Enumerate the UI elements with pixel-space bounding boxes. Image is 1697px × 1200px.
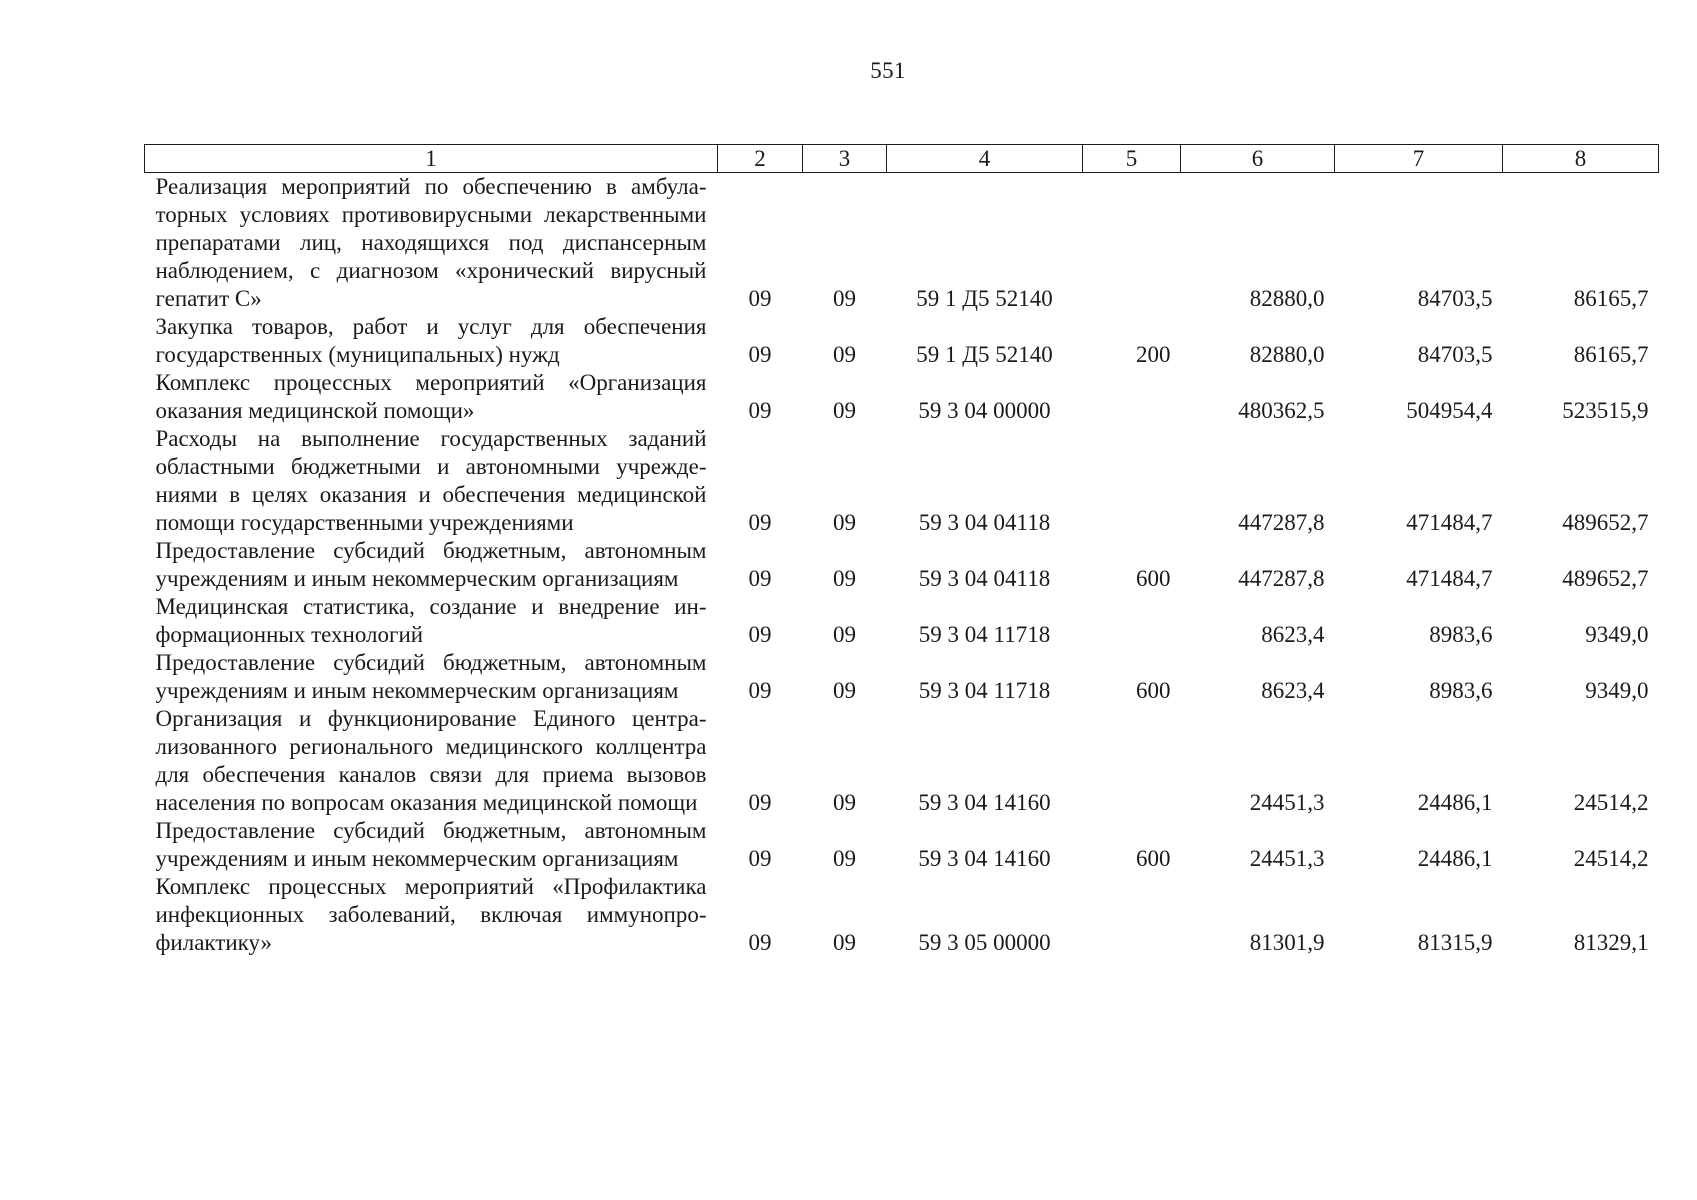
table-row <box>145 173 1659 314</box>
row-amount-3: 489652,7 <box>1562 566 1649 591</box>
row-section: 09 <box>748 566 772 591</box>
row-amount-1: 447287,8 <box>1238 510 1325 535</box>
table-row <box>145 649 1659 705</box>
header-col-8: 8 <box>1503 145 1659 173</box>
table-row <box>145 369 1659 425</box>
row-section: 09 <box>748 930 772 955</box>
row-target-item: 59 3 04 04118 <box>918 510 1051 535</box>
row-amount-3: 489652,7 <box>1562 510 1649 535</box>
header-col-4: 4 <box>887 145 1083 173</box>
row-amount-3: 86165,7 <box>1573 286 1649 311</box>
row-amount-1: 8623,4 <box>1261 622 1325 647</box>
row-section: 09 <box>748 846 772 871</box>
header-col-7: 7 <box>1335 145 1503 173</box>
row-amount-3: 523515,9 <box>1562 398 1649 423</box>
row-target-item: 59 3 04 11718 <box>918 622 1051 647</box>
row-amount-1: 8623,4 <box>1261 678 1325 703</box>
row-amount-2: 84703,5 <box>1417 286 1493 311</box>
row-name: Медицинская статистика, создание и внедрение информационных технологий <box>155 594 707 647</box>
row-amount-2: 471484,7 <box>1406 510 1493 535</box>
row-subsection: 09 <box>833 930 856 955</box>
table-row <box>145 705 1659 817</box>
row-amount-3: 24514,2 <box>1573 790 1649 815</box>
row-amount-3: 81329,1 <box>1573 930 1649 955</box>
row-subsection: 09 <box>833 846 856 871</box>
table-row <box>145 313 1659 369</box>
row-target-item: 59 1 Д5 52140 <box>916 286 1053 311</box>
row-section: 09 <box>748 678 772 703</box>
row-subsection: 09 <box>833 566 856 591</box>
header-col-5: 5 <box>1083 145 1181 173</box>
row-name: Расходы на выполнение государственных заданий областными бюджетными и автономными учреждениями в целях оказания и обеспечения медицинской помощи государственными учреждениями <box>155 426 707 535</box>
row-amount-2: 471484,7 <box>1406 566 1493 591</box>
row-amount-1: 24451,3 <box>1249 846 1325 871</box>
row-amount-1: 82880,0 <box>1249 342 1325 367</box>
row-name: Предоставление субсидий бюджетным, автономным учреждениям и иным некоммерческим организациям <box>155 650 707 703</box>
row-amount-2: 504954,4 <box>1406 398 1493 423</box>
row-amount-1: 24451,3 <box>1249 790 1325 815</box>
row-expense-type <box>1083 593 1181 649</box>
row-section: 09 <box>748 342 772 367</box>
row-section: 09 <box>748 398 772 423</box>
row-amount-2: 84703,5 <box>1417 342 1493 367</box>
row-amount-3: 9349,0 <box>1585 622 1649 647</box>
row-amount-1: 480362,5 <box>1238 398 1325 423</box>
row-target-item: 59 3 04 00000 <box>918 398 1051 423</box>
row-subsection: 09 <box>833 790 856 815</box>
row-name: Комплекс процессных мероприятий «Профилактика инфекционных заболеваний, включая иммунопрофилактику» <box>155 874 707 955</box>
table-row <box>145 593 1659 649</box>
row-expense-type <box>1083 173 1181 314</box>
row-amount-2: 8983,6 <box>1429 678 1493 703</box>
row-name: Реализация мероприятий по обеспечению в амбулаторных условиях противовирусными лекарственными препаратами лиц, находящихся под диспансерным наблюдением, с диагнозом «хронический вирусный гепатит С» <box>155 174 707 311</box>
row-expense-type: 200 <box>1136 342 1171 367</box>
row-target-item: 59 1 Д5 52140 <box>916 342 1053 367</box>
row-amount-3: 9349,0 <box>1585 678 1649 703</box>
row-target-item: 59 3 04 11718 <box>918 678 1051 703</box>
row-name: Организация и функционирование Единого централизованного регионального медицинского коллцентра для обеспечения каналов связи для приема вызовов населения по вопросам оказания медицинской помощи <box>155 706 707 815</box>
row-section: 09 <box>748 510 772 535</box>
header-col-2: 2 <box>718 145 803 173</box>
row-expense-type: 600 <box>1136 678 1171 703</box>
row-amount-1: 81301,9 <box>1249 930 1325 955</box>
header-row <box>145 145 1659 173</box>
row-target-item: 59 3 04 14160 <box>918 790 1051 815</box>
table-body <box>145 173 1659 958</box>
table-row <box>145 873 1659 957</box>
row-expense-type <box>1083 873 1181 957</box>
header-col-6: 6 <box>1181 145 1335 173</box>
row-amount-1: 82880,0 <box>1249 286 1325 311</box>
row-target-item: 59 3 04 04118 <box>918 566 1051 591</box>
row-subsection: 09 <box>833 342 856 367</box>
table-row <box>145 537 1659 593</box>
row-amount-2: 24486,1 <box>1417 846 1493 871</box>
row-amount-2: 24486,1 <box>1417 790 1493 815</box>
row-name: Предоставление субсидий бюджетным, автономным учреждениям и иным некоммерческим организациям <box>155 538 707 591</box>
row-name: Закупка товаров, работ и услуг для обеспечения государственных (муниципальных) нужд <box>155 314 707 367</box>
row-subsection: 09 <box>833 286 856 311</box>
row-target-item: 59 3 04 14160 <box>918 846 1051 871</box>
row-subsection: 09 <box>833 678 856 703</box>
row-amount-3: 86165,7 <box>1573 342 1649 367</box>
budget-table <box>144 144 1659 957</box>
row-subsection: 09 <box>833 510 856 535</box>
row-section: 09 <box>748 622 772 647</box>
row-expense-type <box>1083 425 1181 537</box>
table-row <box>145 425 1659 537</box>
row-name: Комплекс процессных мероприятий «Организация оказания медицинской помощи» <box>155 370 707 423</box>
row-amount-3: 24514,2 <box>1573 846 1649 871</box>
row-section: 09 <box>748 790 772 815</box>
row-subsection: 09 <box>833 622 856 647</box>
row-name: Предоставление субсидий бюджетным, автономным учреждениям и иным некоммерческим организациям <box>155 818 707 871</box>
row-expense-type: 600 <box>1136 846 1171 871</box>
table-header <box>145 145 1659 173</box>
row-expense-type <box>1083 705 1181 817</box>
header-col-3: 3 <box>803 145 887 173</box>
page-number: 551 <box>870 58 906 83</box>
row-section: 09 <box>748 286 772 311</box>
row-expense-type: 600 <box>1136 566 1171 591</box>
row-target-item: 59 3 05 00000 <box>918 930 1051 955</box>
header-col-1: 1 <box>145 145 718 173</box>
row-amount-1: 447287,8 <box>1238 566 1325 591</box>
row-subsection: 09 <box>833 398 856 423</box>
row-expense-type <box>1083 369 1181 425</box>
row-amount-2: 8983,6 <box>1429 622 1493 647</box>
table-row <box>145 817 1659 873</box>
row-amount-2: 81315,9 <box>1417 930 1493 955</box>
